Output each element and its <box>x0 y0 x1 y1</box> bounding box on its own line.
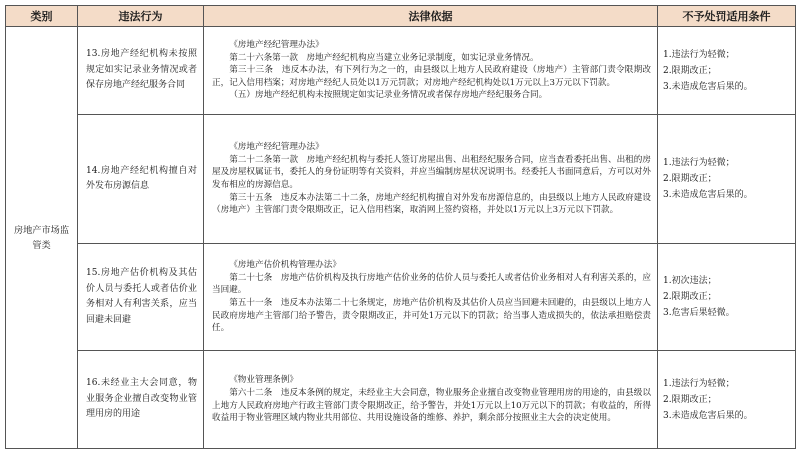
conditions-cell <box>658 115 796 244</box>
condition-item: 3.未造成危害后果的。 <box>663 410 753 421</box>
legal-basis-cell <box>204 244 658 351</box>
condition-item: 1.违法行为轻微； <box>663 378 735 389</box>
basis-paragraph: 《物业管理条例》 <box>229 375 298 386</box>
legal-basis-cell <box>204 351 658 449</box>
basis-paragraph: 第二十六条第一款 房地产经纪机构应当建立业务记录制度，如实记录业务情况。 <box>229 52 539 63</box>
basis-paragraph: 第六十二条 违反本条例的规定，未经业主大会同意，物业服务企业擅自改变物业管理用房的用途的，由县级以上地方人民政府房地产行政主管部门责令限期改正，给予警告，并处1万元以上10万元以下的罚款；有收益的，所得收益用于物业管理区域内物业共用部位、共用设施设备的维修、养护，剩余部分按照业主大会的决定使用。 <box>212 387 651 424</box>
condition-item: 3.危害后果轻微。 <box>663 308 735 318</box>
condition-item: 2.限期改正； <box>663 292 717 302</box>
violation-cell: 16.未经业主大会同意，物业服务企业擅自改变物业管理用房的用途 <box>78 351 204 449</box>
basis-paragraph: 第二十七条 房地产估价机构及执行房地产估价业务的估价人员与委托人或者估价业务相对人有利害关系的，应当回避。 <box>212 272 651 296</box>
table-row <box>6 27 796 115</box>
basis-paragraph: 第三十五条 违反本办法第二十二条，房地产经纪机构擅自对外发布房源信息的，由县级以上地方人民政府建设（房地产）主管部门责令限期改正，记入信用档案，取消网上签约资格，并处以1万元以上3万元以下罚款。 <box>212 192 651 216</box>
basis-paragraph: 《房地产估价机构管理办法》 <box>229 260 341 271</box>
condition-item: 3.未造成危害后果的。 <box>663 190 753 200</box>
basis-paragraph: 第三十三条 违反本办法，有下列行为之一的，由县级以上地方人民政府建设（房地产）主管部门责令限期改正，记入信用档案；对房地产经纪人员处以1万元罚款；对房地产经纪机构处以1万元以上3万元以下罚款。 <box>212 65 651 88</box>
header-conditions: 不予处罚适用条件 <box>658 6 796 27</box>
condition-item: 1.违法行为轻微； <box>663 158 735 168</box>
header-category: 类别 <box>6 6 78 27</box>
condition-item: 2.限期改正； <box>663 174 717 184</box>
legal-basis-cell <box>204 115 658 244</box>
conditions-cell <box>658 351 796 449</box>
table-row <box>6 115 796 244</box>
conditions-cell <box>658 244 796 351</box>
category-cell: 房地产市场监管类 <box>6 27 78 449</box>
violation-cell: 15.房地产估价机构及其估价人员与委托人或者估价业务相对人有利害关系，应当回避未回避 <box>78 244 204 351</box>
basis-paragraph: （五）房地产经纪机构未按照规定如实记录业务情况或者保存房地产经纪服务合同。 <box>229 90 548 101</box>
basis-paragraph: 《房地产经纪管理办法》 <box>229 142 324 153</box>
violation-cell: 13.房地产经纪机构未按照规定如实记录业务情况或者保存房地产经纪服务合同 <box>78 27 204 115</box>
header-row <box>6 6 796 27</box>
basis-paragraph: 第五十一条 违反本办法第二十七条规定，房地产估价机构及其估价人员应当回避未回避的，由县级以上地方人民政府房地产主管部门给予警告，责令限期改正，并可处1万元以下的罚款；给当事人造成损失的，依法承担赔偿责任。 <box>212 298 651 334</box>
condition-item: 2.限期改正； <box>663 394 717 405</box>
condition-item: 1.违法行为轻微； <box>663 49 735 60</box>
condition-item: 1.初次违法； <box>663 276 717 286</box>
condition-item: 2.限期改正； <box>663 65 717 76</box>
basis-paragraph: 第二十二条第一款 房地产经纪机构与委托人签订房屋出售、出租经纪服务合同，应当查看委托出售、出租的房屋及房屋权属证书，委托人的身份证明等有关资料，并应当编制房屋状况说明书。经委托人书面同意后，方可以对外发布相应的房源信息。 <box>212 154 651 190</box>
basis-paragraph: 《房地产经纪管理办法》 <box>229 40 324 51</box>
condition-item: 3.未造成危害后果的。 <box>663 81 753 92</box>
conditions-cell <box>658 27 796 115</box>
legal-basis-cell <box>204 27 658 115</box>
penalty-exemption-table <box>5 5 796 449</box>
header-legal-basis: 法律依据 <box>204 6 658 27</box>
violation-cell: 14.房地产经纪机构擅自对外发布房源信息 <box>78 115 204 244</box>
table-row <box>6 244 796 351</box>
table-row <box>6 351 796 449</box>
header-violation: 违法行为 <box>78 6 204 27</box>
